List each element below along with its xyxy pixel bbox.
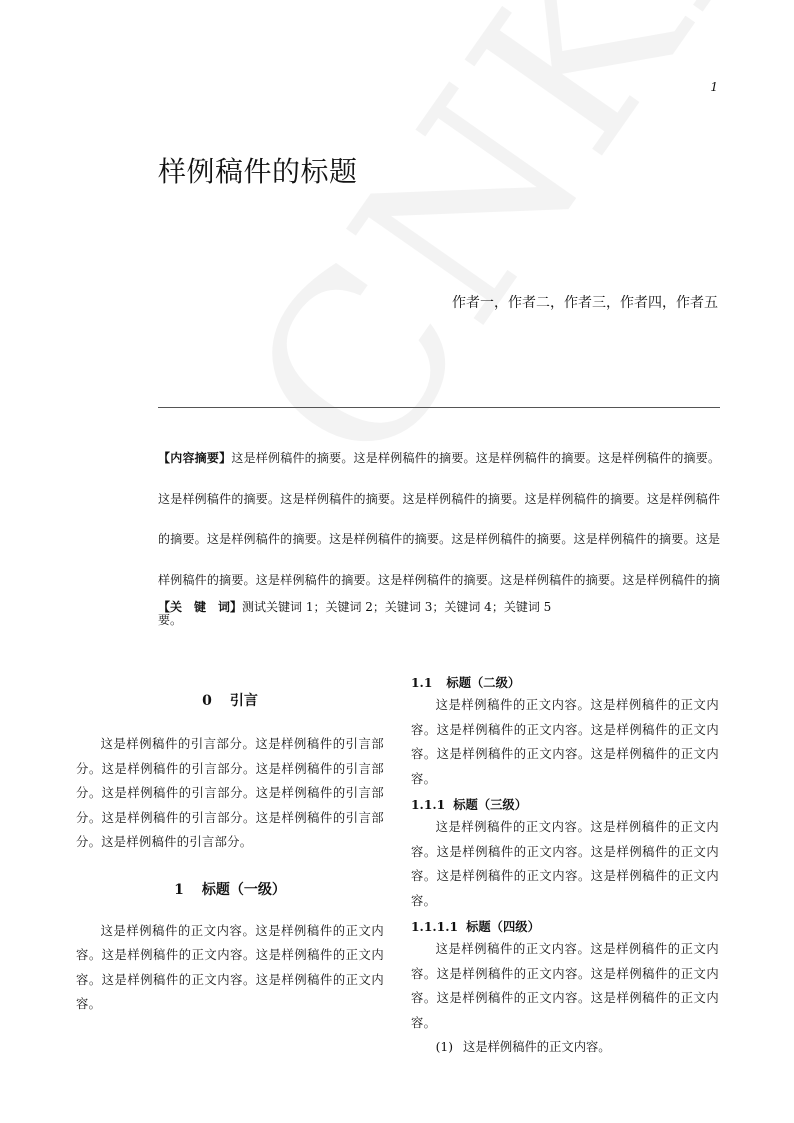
- keywords-label: 【关 键 词】: [158, 600, 243, 614]
- page-number: 1: [710, 80, 718, 94]
- intro-paragraph: 这是样例稿件的引言部分。这是样例稿件的引言部分。这是样例稿件的引言部分。这是样例稿件的引言部分。这是样例稿件的引言部分。这是样例稿件的引言部分。这是样例稿件的引言部分。这是样例稿件的引言部分。这是样例稿件的引言部分。: [76, 737, 384, 849]
- keywords: [158, 598, 720, 616]
- subsection-1-1-paragraph: 这是样例稿件的正文内容。这是样例稿件的正文内容。这是样例稿件的正文内容。这是样例稿件的正文内容。这是样例稿件的正文内容。这是样例稿件的正文内容。: [411, 698, 719, 786]
- subsection-heading-1-1: [411, 673, 719, 693]
- subsection-title: 标题（三级）: [453, 797, 528, 812]
- subsection-1-1-1-1-paragraph: 这是样例稿件的正文内容。这是样例稿件的正文内容。这是样例稿件的正文内容。这是样例稿件的正文内容。这是样例稿件的正文内容。这是样例稿件的正文内容。: [411, 942, 719, 1030]
- list-item-number: (1): [435, 1040, 454, 1054]
- subsection-number: 1.1.1: [411, 797, 446, 812]
- section-number: 1: [174, 881, 184, 898]
- author-list: 作者一，作者二，作者三，作者四，作者五: [452, 295, 718, 311]
- list-item: [411, 1035, 719, 1060]
- section-heading-intro: [76, 690, 384, 710]
- cnki-watermark: [200, 0, 794, 513]
- subsection-heading-1-1-1: [411, 795, 719, 815]
- abstract-label: 【内容摘要】: [158, 451, 232, 465]
- subsection-1-1-1-paragraph: 这是样例稿件的正文内容。这是样例稿件的正文内容。这是样例稿件的正文内容。这是样例稿件的正文内容。这是样例稿件的正文内容。这是样例稿件的正文内容。: [411, 820, 719, 908]
- abstract-text: 这是样例稿件的摘要。这是样例稿件的摘要。这是样例稿件的摘要。这是样例稿件的摘要。这是样例稿件的摘要。这是样例稿件的摘要。这是样例稿件的摘要。这是样例稿件的摘要。这是样例稿件的摘要。这是样例稿件的摘要。这是样例稿件的摘要。这是样例稿件的摘要。这是样例稿件的摘要。这是样例稿件的摘要。这是样例稿件的摘要。这是样例稿件的摘要。这是样例稿件的摘要。这是样例稿件的摘要。: [158, 451, 720, 627]
- section-1-paragraph: 这是样例稿件的正文内容。这是样例稿件的正文内容。这是样例稿件的正文内容。这是样例稿件的正文内容。这是样例稿件的正文内容。这是样例稿件的正文内容。: [76, 923, 384, 1011]
- section-number: 0: [202, 693, 212, 709]
- section-title: 引言: [229, 693, 258, 709]
- list-item-text: 这是样例稿件的正文内容。: [463, 1040, 611, 1054]
- subsection-number: 1.1: [411, 675, 433, 690]
- section-title: 标题（一级）: [201, 881, 286, 898]
- section-heading-1: [76, 879, 384, 899]
- subsection-number: 1.1.1.1: [411, 919, 459, 934]
- paper-title: 样例稿件的标题: [158, 155, 358, 188]
- header-divider: [158, 407, 720, 408]
- left-column: [76, 690, 384, 1017]
- keywords-values: 测试关键词 1；关键词 2；关键词 3；关键词 4；关键词 5: [242, 600, 552, 614]
- subsection-title: 标题（二级）: [446, 675, 521, 690]
- right-column: [411, 673, 719, 1060]
- subsection-heading-1-1-1-1: [411, 917, 719, 937]
- subsection-title: 标题（四级）: [466, 919, 540, 934]
